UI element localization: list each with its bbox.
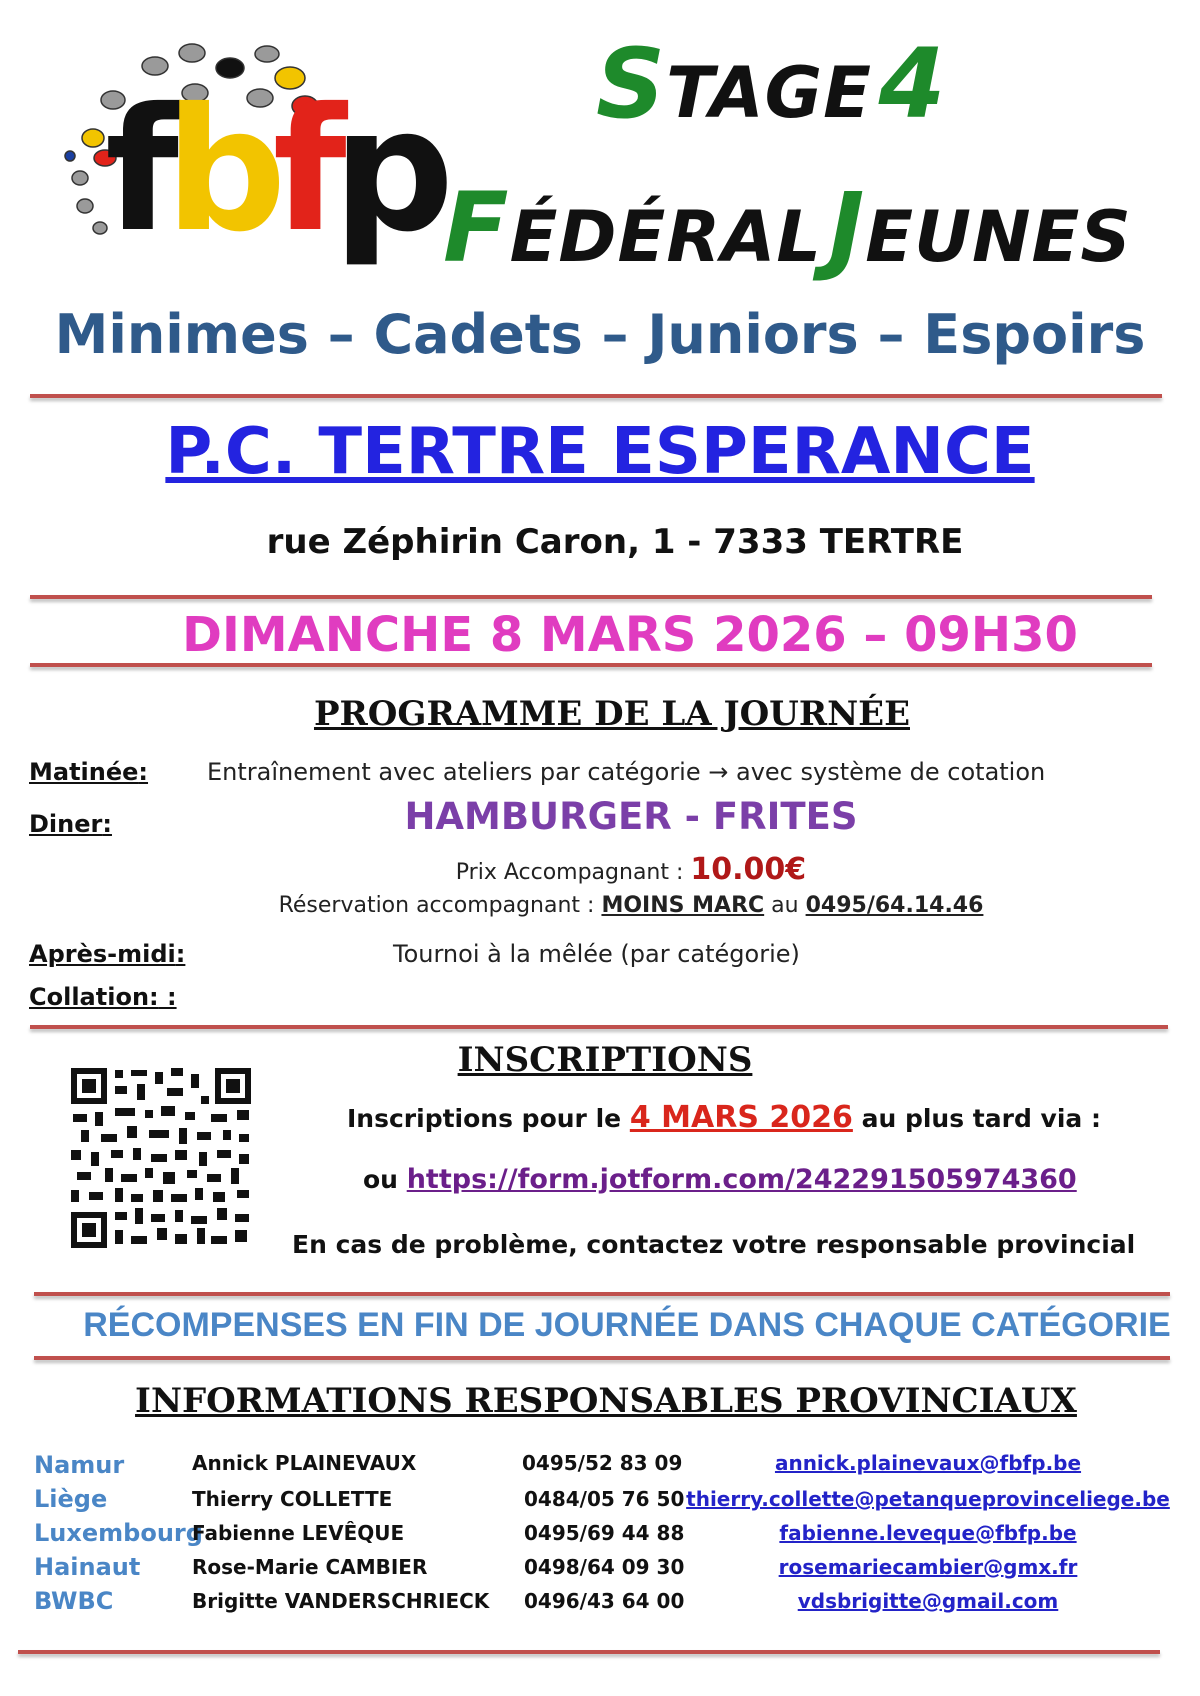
apres-midi-text: Tournoi à la mêlée (par catégorie) [393, 940, 800, 968]
row-name: Annick PLAINEVAUX [192, 1451, 417, 1475]
row-name: Brigitte VANDERSCHRIECK [192, 1589, 490, 1613]
row-name: Fabienne LEVÊQUE [192, 1521, 405, 1545]
row-province: Namur [34, 1451, 125, 1479]
inscriptions-help-line: En cas de problème, contactez votre responsable provincial [292, 1230, 1136, 1259]
diner-menu: HAMBURGER - FRITES [404, 795, 858, 838]
row-phone: 0495/69 44 88 [524, 1521, 685, 1545]
price-value: 10.00€ [690, 852, 807, 887]
row-name: Thierry COLLETTE [192, 1487, 393, 1511]
divider [30, 394, 1162, 398]
row-name: Rose-Marie CAMBIER [192, 1555, 428, 1579]
divider [34, 1292, 1170, 1296]
label-collation: Collation: : [29, 983, 177, 1011]
qr-code-icon[interactable] [71, 1068, 251, 1248]
row-province: Luxembourg [34, 1519, 203, 1547]
row-phone: 0496/43 64 00 [524, 1589, 685, 1613]
row-province: Liège [34, 1485, 108, 1513]
logo-letter-p: p [332, 72, 441, 270]
logo-letters [105, 72, 441, 270]
reservation-phone: 0495/64.14.46 [805, 893, 984, 918]
venue-name: P.C. TERTRE ESPERANCE [165, 415, 1035, 489]
title-federal-jeunes: FÉDÉRAL JEUNES [443, 172, 1132, 284]
row-phone: 0498/64 09 30 [524, 1555, 685, 1579]
row-email[interactable]: annick.plainevaux@fbfp.be [774, 1451, 1082, 1475]
divider [18, 1650, 1160, 1654]
row-email[interactable]: fabienne.leveque@fbfp.be [779, 1521, 1077, 1545]
row-email[interactable]: rosemariecambier@gmx.fr [778, 1555, 1078, 1579]
logo-letter-f2: f [272, 72, 333, 270]
inscriptions-url-line: ou https://form.jotform.com/242291505974360 [363, 1164, 1077, 1195]
categories: Minimes – Cadets – Juniors – Espoirs [54, 303, 1146, 366]
matinee-text: Entraînement avec ateliers par catégorie → avec système de cotation [207, 758, 1046, 786]
jotform-link[interactable]: https://form.jotform.com/242291505974360 [406, 1164, 1077, 1195]
deadline-date: 4 MARS 2026 [629, 1100, 853, 1135]
inscriptions-title: INSCRIPTIONS [457, 1040, 753, 1080]
label-apres-midi: Après-midi: [29, 940, 186, 968]
divider [30, 1025, 1168, 1029]
row-province: BWBC [34, 1587, 114, 1615]
title-stage: STAGE 4 [596, 28, 947, 140]
label-matinee: Matinée: [29, 758, 149, 786]
divider [34, 1356, 1170, 1360]
address: rue Zéphirin Caron, 1 - 7333 TERTRE [266, 522, 964, 562]
label-diner: Diner: [29, 810, 112, 838]
row-phone: 0484/05 76 50 [524, 1487, 685, 1511]
logo-letter-b: b [164, 72, 273, 270]
logo-letter-f: f [105, 72, 165, 270]
reservation-name: MOINS MARC [601, 893, 765, 918]
event-date: DIMANCHE 8 MARS 2026 – 09H30 [182, 607, 1078, 663]
row-email[interactable]: thierry.collette@petanqueprovinceliege.be [686, 1487, 1170, 1511]
rewards-banner: RÉCOMPENSES EN FIN DE JOURNÉE DANS CHAQUE CATÉGORIE [83, 1306, 1171, 1344]
price-line: Prix Accompagnant : 10.00€ [455, 852, 807, 887]
row-phone: 0495/52 83 09 [522, 1451, 683, 1475]
reservation-line: Réservation accompagnant : MOINS MARC au 0495/64.14.46 [278, 893, 984, 918]
programme-title: PROGRAMME DE LA JOURNÉE [313, 694, 910, 734]
fbfp-logo [55, 38, 441, 270]
divider [30, 595, 1152, 599]
row-email[interactable]: vdsbrigitte@gmail.com [797, 1589, 1059, 1613]
inscriptions-deadline-line: Inscriptions pour le 4 MARS 2026 au plus tard via : [347, 1100, 1101, 1135]
row-province: Hainaut [34, 1553, 141, 1581]
info-title: INFORMATIONS RESPONSABLES PROVINCIAUX [135, 1381, 1077, 1421]
divider [30, 663, 1152, 667]
